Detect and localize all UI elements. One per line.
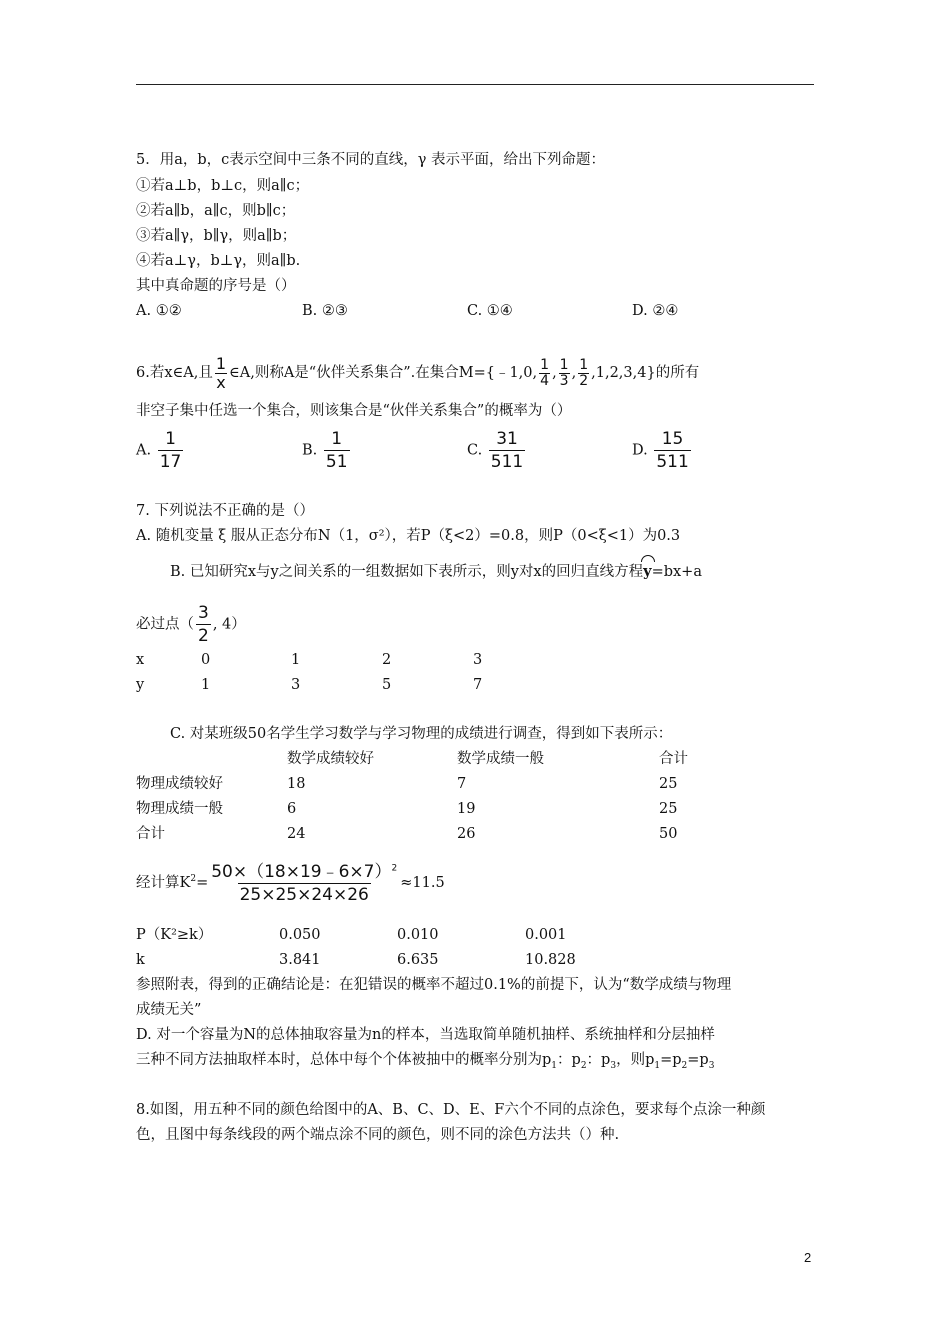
q6-frac-quarter bbox=[539, 358, 550, 389]
crit-p-cell: 0.050 bbox=[279, 927, 321, 943]
q6-option-d bbox=[632, 428, 693, 473]
xy-y-cell: 3 bbox=[291, 677, 301, 693]
k-pre: 经计算K bbox=[136, 875, 191, 891]
frac-num: 15 bbox=[661, 429, 684, 449]
q5-proposition-1: ①若a⊥b，b⊥c，则a∥c； bbox=[136, 178, 310, 194]
option-fraction bbox=[489, 428, 525, 473]
header-rule bbox=[136, 84, 814, 85]
d2-part: =p bbox=[687, 1052, 709, 1068]
contingency-cell: 物理成绩一般 bbox=[136, 801, 223, 817]
q6-option-a bbox=[136, 428, 185, 473]
q7-stem: 7. 下列说法不正确的是（） bbox=[136, 503, 314, 519]
k-numerator: 50×（18×19﹣6×7） bbox=[211, 861, 392, 882]
contingency-cell: 19 bbox=[457, 801, 476, 817]
frac-num: 1 bbox=[165, 429, 176, 449]
option-label: D. bbox=[632, 442, 648, 459]
frac-num: 3 bbox=[198, 603, 209, 623]
d2-sub: 1 bbox=[551, 1060, 558, 1071]
q6-frac-half bbox=[578, 358, 589, 389]
xy-x-cell: 0 bbox=[201, 652, 211, 668]
q7-b-point-pre: 必过点（ bbox=[136, 616, 194, 633]
frac-den: 511 bbox=[656, 452, 689, 472]
xy-x-label: x bbox=[136, 652, 145, 668]
q6-frac-1-over-x bbox=[215, 355, 227, 392]
q7-b-equation: =bx+a bbox=[651, 564, 702, 580]
d2-sub: 1 bbox=[654, 1060, 661, 1071]
k-numerator-sup: 2 bbox=[391, 862, 398, 873]
q5-proposition-2: ②若a∥b，a∥c，则b∥c； bbox=[136, 203, 296, 219]
q6-tail: ,1,2,3,4}的所有 bbox=[591, 365, 700, 381]
xy-x-cell: 3 bbox=[473, 652, 483, 668]
frac-den: x bbox=[216, 372, 226, 392]
frac-num: 1 bbox=[579, 356, 589, 373]
d2-part: ：p bbox=[557, 1052, 581, 1068]
q6-pre: 6.若x∈A,且 bbox=[136, 365, 213, 381]
xy-x-cell: 2 bbox=[382, 652, 392, 668]
frac-den: 3 bbox=[559, 372, 569, 389]
crit-p-cell: 0.001 bbox=[525, 927, 567, 943]
q7-option-a: A. 随机变量 ξ 服从正态分布N（1，σ²），若P（ξ<2）=0.8，则P（0<ξ<1）为0.3 bbox=[136, 528, 681, 544]
d2-sub: 2 bbox=[580, 1060, 587, 1071]
crit-k-cell: 6.635 bbox=[397, 952, 439, 968]
q7-c-conclusion-2: 成绩无关” bbox=[136, 1002, 202, 1018]
frac-den: 17 bbox=[159, 452, 182, 472]
frac-den: 4 bbox=[540, 372, 550, 389]
q7-option-b-line1 bbox=[170, 562, 702, 582]
xy-y-cell: 5 bbox=[382, 677, 392, 693]
frac-num: 31 bbox=[496, 429, 518, 449]
crit-k-cell: 10.828 bbox=[525, 952, 576, 968]
q7-option-c-stem: C. 对某班级50名学生学习数学与学习物理的成绩进行调查，得到如下表所示： bbox=[170, 726, 673, 742]
d2-part: ：p bbox=[586, 1052, 611, 1068]
contingency-cell: 24 bbox=[287, 826, 306, 842]
crit-p-label: P（K²≥k） bbox=[136, 927, 213, 943]
d2-sub: 3 bbox=[610, 1060, 617, 1071]
q8-stem-line2: 色，且图中每条线段的两个端点涂不同的颜色，则不同的涂色方法共（）种. bbox=[136, 1127, 620, 1143]
q8-stem-line1: 8.如图，用五种不同的颜色给图中的A、B、C、D、E、F六个不同的点涂色，要求每个点涂一种颜 bbox=[136, 1102, 766, 1118]
q6-option-b bbox=[302, 428, 352, 473]
k-eq: = bbox=[196, 875, 209, 891]
frac-den: 511 bbox=[490, 452, 524, 472]
xy-x-cell: 1 bbox=[291, 652, 301, 668]
d2-sub: 2 bbox=[681, 1060, 688, 1071]
option-fraction bbox=[158, 428, 184, 473]
q5-option-d: D. ②④ bbox=[632, 303, 679, 319]
d2-part: ，则p bbox=[616, 1052, 655, 1068]
k-post: ≈11.5 bbox=[400, 875, 445, 891]
contingency-cell: 物理成绩较好 bbox=[136, 776, 223, 792]
xy-y-cell: 1 bbox=[201, 677, 211, 693]
contingency-header: 合计 bbox=[659, 751, 688, 767]
q6-option-c bbox=[467, 428, 527, 473]
d2-sub: 3 bbox=[708, 1060, 715, 1071]
option-label: C. bbox=[467, 442, 483, 459]
frac-den: 51 bbox=[325, 452, 348, 472]
contingency-header: 数学成绩较好 bbox=[287, 751, 374, 767]
option-fraction bbox=[324, 428, 350, 473]
option-label: B. bbox=[302, 442, 318, 459]
q5-proposition-3: ③若a∥γ，b∥γ，则a∥b； bbox=[136, 228, 297, 244]
contingency-cell: 18 bbox=[287, 776, 306, 792]
frac-num: 1 bbox=[540, 356, 550, 373]
k-squared-formula bbox=[136, 858, 445, 908]
contingency-cell: 50 bbox=[659, 826, 678, 842]
crit-k-label: k bbox=[136, 952, 145, 968]
contingency-cell: 6 bbox=[287, 801, 297, 817]
q7-b-point-fraction bbox=[196, 602, 211, 647]
contingency-header: 数学成绩一般 bbox=[457, 751, 544, 767]
q7-b-text: B. 已知研究x与y之间关系的一组数据如下表所示，则y对x的回归直线方程 bbox=[170, 564, 644, 580]
page-number: 2 bbox=[804, 1250, 812, 1265]
frac-num: 1 bbox=[331, 429, 343, 449]
q5-option-c: C. ①④ bbox=[467, 303, 513, 319]
contingency-cell: 25 bbox=[659, 801, 678, 817]
q6-frac-third bbox=[559, 358, 570, 389]
d2-part: =p bbox=[660, 1052, 682, 1068]
d2-pre: 三种不同方法抽取样本时，总体中每个个体被抽中的概率分别为p bbox=[136, 1052, 552, 1068]
q5-stem: 5．用a，b，c表示空间中三条不同的直线，γ 表示平面，给出下列命题： bbox=[136, 152, 606, 168]
contingency-cell: 合计 bbox=[136, 826, 165, 842]
q5-option-b: B. ②③ bbox=[302, 303, 348, 319]
contingency-cell: 26 bbox=[457, 826, 476, 842]
xy-y-label: y bbox=[136, 677, 145, 693]
k-fraction bbox=[210, 861, 398, 906]
q7-b-point-post: , 4） bbox=[212, 616, 246, 633]
frac-den: 2 bbox=[198, 626, 209, 646]
q6-stem-line1: 6.若x∈A,且 $\frac{1}{x}$ ∈A,则称A是“伙伴关系集合”.在集合M={﹣1,0, $\frac{1}{4}$ , $\frac{1}{3}$ , $\frac{1}{2}$ ,1,2,3,4}的所有 bbox=[136, 353, 700, 392]
frac-num: 1 bbox=[559, 356, 569, 373]
contingency-cell: 7 bbox=[457, 776, 467, 792]
k-sup: 2 bbox=[190, 874, 197, 885]
q6-mid: ∈A,则称A是“伙伴关系集合”.在集合M={﹣1,0, bbox=[229, 365, 538, 381]
contingency-cell: 25 bbox=[659, 776, 678, 792]
frac-num bbox=[210, 861, 398, 883]
crit-k-cell: 3.841 bbox=[279, 952, 321, 968]
option-fraction bbox=[654, 428, 690, 473]
y-hat-symbol: y bbox=[643, 563, 652, 580]
crit-p-cell: 0.010 bbox=[397, 927, 439, 943]
q7-option-b-line2 bbox=[136, 602, 246, 647]
q7-option-d-line1: D. 对一个容量为N的总体抽取容量为n的样本，当选取简单随机抽样、系统抽样和分层抽样 bbox=[136, 1027, 715, 1043]
q5-ask: 其中真命题的序号是（） bbox=[136, 278, 296, 294]
xy-y-cell: 7 bbox=[473, 677, 483, 693]
q7-c-conclusion-1: 参照附表，得到的正确结论是：在犯错误的概率不超过0.1%的前提下，认为“数学成绩与物理 bbox=[136, 977, 732, 993]
frac-num: 1 bbox=[215, 353, 227, 373]
q5-proposition-4: ④若a⊥γ，b⊥γ，则a∥b. bbox=[136, 253, 301, 269]
frac-den: 2 bbox=[579, 372, 589, 389]
option-label: A. bbox=[136, 442, 152, 459]
q6-stem-line2: 非空子集中任选一个集合，则该集合是“伙伴关系集合”的概率为（） bbox=[136, 403, 572, 419]
k-denominator: 25×25×24×26 bbox=[239, 884, 369, 905]
q7-option-d-line2 bbox=[136, 1050, 714, 1070]
q5-option-a: A. ①② bbox=[136, 303, 182, 319]
